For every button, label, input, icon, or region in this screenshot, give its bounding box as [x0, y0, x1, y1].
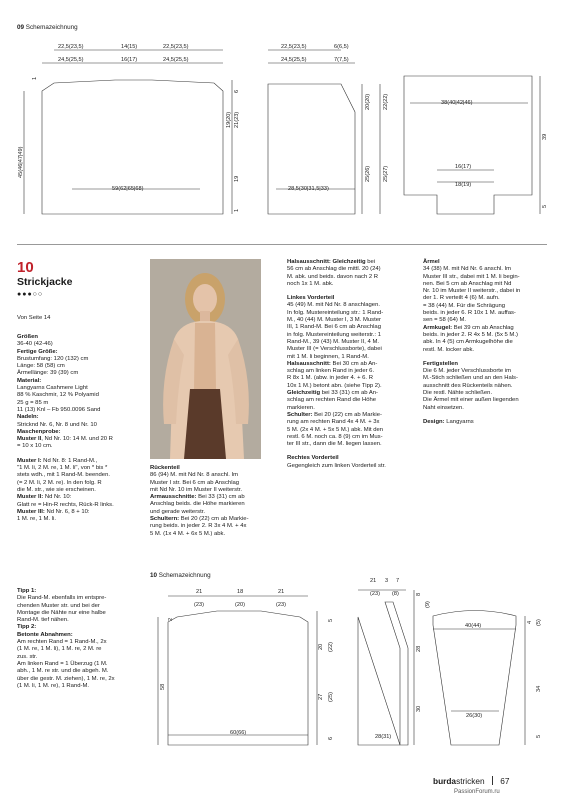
b-back-right-dim-3: 5	[328, 618, 334, 622]
text-line-body: 10x 1 M.) betont abn. (siehe Tipp 2).	[287, 382, 382, 389]
back-left-small: 1	[32, 76, 38, 80]
text-line-body: Naht einsetzen.	[423, 404, 464, 411]
front-right-dim-1: 20(20)	[365, 93, 371, 110]
b-front-right-dim-2: (9)	[425, 601, 431, 608]
text-line-body: Die 6 M. jeder Verschlussborte im	[423, 368, 512, 375]
text-line-bold: Armausschnitte:	[150, 494, 197, 501]
text-line-body: Länge: 58 (58) cm	[17, 363, 65, 370]
text-line-body: Bei 20 (22) cm ab Markie-	[312, 411, 382, 418]
back-top-dim-3: 22,5(23,5)	[163, 44, 189, 50]
front-top-dim-2: 6(6,5)	[334, 44, 349, 50]
b-front-top-dim-3: 7	[396, 578, 400, 584]
text-line-body: Gegengleich zum linken Vorderteil str.	[287, 462, 386, 469]
text-line-body: Nr. 10 im Muster II weiterstr., dabei in	[423, 288, 521, 295]
text-line-body: bei	[365, 259, 376, 265]
text-line-bold: Nadeln:	[17, 414, 39, 421]
text-line-body: schlag am linken Rand in jeder 6.	[287, 368, 375, 375]
text-line-bold: Gleichzeitig	[287, 390, 321, 397]
b-back-left-dim-1: 2	[168, 617, 174, 621]
text-line-body: 86 (94) M. mit Nd Nr. 8 anschl. Im	[150, 472, 239, 479]
footer-separator	[492, 776, 493, 785]
text-line-bold: Schultern:	[150, 516, 180, 523]
b-back-right-dim-1: 20	[318, 643, 324, 650]
text-line-bold: Größen	[17, 334, 38, 340]
schema-label: Schemazeichnung	[25, 24, 78, 31]
text-line-bold: Material:	[17, 377, 42, 384]
b-back-right-dim-4: 27	[318, 693, 324, 700]
text-line-bold: Fertige Größe:	[17, 348, 58, 355]
sleeve-mid-dim-1: 16(17)	[455, 164, 472, 170]
text-line-body: "1 M. li, 2 M. re, 1 M. li", von * bis *	[17, 465, 108, 472]
text-line-body: rung beids. in jeder 2. R 3x 4 M. + 4x	[150, 523, 247, 530]
footer	[433, 776, 510, 786]
b-back-top-dim2-2: (20)	[235, 602, 245, 608]
text-line-body: Die Rand-M. ebenfalls im entspre-	[17, 595, 107, 602]
text-line-body: 25 g = 85 m	[17, 399, 49, 406]
text-line-body: schlag am rechten Rand die Höhe	[287, 397, 377, 404]
text-line-body: Am linken Rand = 1 Überzug (1 M.	[17, 660, 108, 667]
text-line-body: Nd Nr. 8: 1 Rand-M.,	[41, 457, 98, 464]
text-line-body: restl. M. locker abk.	[423, 346, 475, 353]
page-number: 67	[500, 776, 510, 786]
text-line-body: Langyarns Cashmere Light	[17, 385, 88, 392]
text-line-body: Am rechten Rand = 1 Rand-M., 2x	[17, 639, 107, 646]
b-front-right-dim-1: 8	[416, 592, 422, 596]
text-line-bold: Rückenteil	[150, 465, 180, 471]
text-line-body: R 8x 1 M. (abw. in jeder 4. + 6. R	[287, 375, 373, 382]
text-line-bold: Muster III:	[17, 508, 45, 515]
text-line-body: = 38 (44) M. Für die Schrägung	[423, 302, 506, 309]
text-line-body: Rand-M., 39 (43) M. Muster II, 4 M.	[287, 338, 379, 345]
text-line-body: bei 33 (31) cm ab An-	[320, 390, 379, 397]
b-front-right-dim-4: 30	[416, 705, 422, 712]
sleeve-right-dim-1: 39	[542, 133, 548, 140]
back-top-dim-1: 22,5(23,5)	[58, 44, 84, 50]
front-right-dim-3: 25(26)	[365, 165, 371, 182]
front-top-dim-1: 22,5(23,5)	[281, 44, 307, 50]
b-back-top-dim-2: 18	[237, 589, 244, 595]
back-left-dim: 45(46|47|49)	[18, 146, 24, 178]
b-back-top-dim2-1: (23)	[194, 602, 204, 608]
text-line-body: abk. In 4 (5) cm Armkugelhöhe die	[423, 339, 513, 346]
text-line-body: und gerade weiterstr.	[150, 508, 206, 515]
back-right-dim-1: 6	[234, 89, 240, 93]
sleeve-top-dim: 38(40|42|46)	[441, 100, 473, 106]
b-back-right-dim-5: (25)	[328, 692, 334, 702]
text-line-body: beids. in jeder 6. R 10x 1 M. auffas-	[423, 310, 516, 317]
text-line-body: Muster III (= Verschlussborte), dabei	[287, 346, 382, 353]
schema-label: Schemazeichnung	[158, 572, 211, 579]
b-back-right-dim-6: 6	[328, 736, 334, 740]
text-line-body: Muster I str. Bei 6 cm ab Anschlag	[150, 479, 240, 486]
front-right-dim-2: 22(22)	[383, 93, 389, 110]
text-line-body: 36-40 (42-46)	[17, 341, 53, 348]
b-sleeve-right-dim-3: 34	[536, 685, 542, 692]
text-line-body: beids. in jeder 2. R 4x 5 M. (5x 5 M.)	[423, 331, 518, 338]
schema-number: 10	[150, 572, 158, 579]
back-second-dim-2: 16(17)	[121, 57, 138, 63]
text-line-body: 1 M. re, 1 M. li.	[17, 516, 56, 523]
text-line-bold: Muster I:	[17, 457, 42, 464]
text-line-body: Montage die Nähte nur eine halbe	[17, 609, 106, 616]
text-line-bold: Tipp 2:	[17, 624, 37, 631]
front-right-dim-4: 25(27)	[383, 165, 389, 182]
article-title: Strickjacke	[17, 276, 73, 288]
b-back-top-dim-3: 21	[278, 589, 285, 595]
text-line-body: zus. str.	[17, 653, 38, 660]
text-line-body: (1 M. li, 1 M. re), 1 Rand-M.	[17, 682, 90, 689]
back-right-dim-3: 19(20)	[226, 111, 232, 128]
text-line-body: in folg. Mustereinteilung weiterstr.: 1	[287, 331, 381, 338]
text-line-bold: Tipp 1:	[17, 588, 37, 594]
b-sleeve-bottom-dim: 26(30)	[466, 713, 483, 719]
b-front-top-dim2-2: (8)	[392, 591, 399, 597]
text-line-body: (= 2 M. li, 2 M. re). In den folg. R	[17, 479, 102, 486]
text-line-bold: Betonte Abnahmen:	[17, 631, 73, 638]
watermark: PassionForum.ru	[454, 789, 500, 795]
sleeve-right-dim-2: 5	[542, 204, 548, 208]
text-line-bold: Design:	[423, 418, 445, 425]
text-line-body: M. abk. und beids. davon nach 2 R	[287, 273, 379, 280]
text-line-body: markieren.	[287, 404, 315, 411]
text-line-body: M., 40 (44) M. Muster I, 3 M. Muster	[287, 317, 381, 324]
text-line-body: Brustumfang: 120 (132) cm	[17, 355, 89, 362]
text-line-body: 5 M. (1x 4 M. + 6x 5 M.) abk.	[150, 530, 226, 537]
text-line-bold: Halsausschnitt: Gleichzeitig	[287, 259, 366, 265]
text-line-body: Bei 39 cm ab Anschlag	[452, 324, 514, 331]
text-line-body: Nd Nr. 6, 8 + 10:	[44, 508, 90, 515]
text-line-body: ausschnitt des Rückenteils nähen.	[423, 382, 513, 389]
b-front-top-dim-2: 3	[385, 578, 389, 584]
text-line-bold: Armkugel:	[423, 324, 453, 331]
difficulty-dots: ●●●○○	[17, 291, 44, 298]
text-line-body: stets wdh., mit 1 Rand-M. beenden.	[17, 472, 110, 479]
text-line-body: 88 % Kaschmir, 12 % Polyamid	[17, 392, 99, 399]
b-sleeve-top-dim: 40(44)	[465, 623, 482, 629]
b-sleeve-right-dim-1: 4	[527, 620, 533, 624]
text-line-body: mit 1 M. li beginnen, 1 Rand-M.	[287, 353, 369, 360]
text-line-body: Nd Nr. 10:	[43, 494, 72, 501]
text-line-body: mit Nd Nr. 10 im Muster II weiterstr.	[150, 486, 242, 493]
footer-brand-bold: burda	[433, 776, 457, 786]
text-line-body: Bei 30 cm ab An-	[330, 360, 378, 367]
text-line-body: nen. Bei 5 cm ab Anschlag mit Nd	[423, 280, 512, 287]
b-front-top-dim2-1: (23)	[370, 591, 380, 597]
text-line-body: Langyarns	[444, 418, 474, 425]
text-line-body: chenden Muster str. und bei der	[17, 602, 100, 609]
back-right-dim-5: 1	[234, 208, 240, 212]
text-line-body: Bei 20 (22) cm ab Markie-	[179, 516, 249, 523]
text-line-body: rung am rechten Rand 4x 4 M. + 3x	[287, 419, 380, 426]
back-right-dim-4: 19	[234, 175, 240, 182]
b-back-bottom-dim: 60(66)	[230, 730, 247, 736]
b-back-top-dim-1: 21	[196, 589, 203, 595]
back-bottom-dim: 59(62|65|68)	[112, 186, 144, 192]
schema-number: 09	[17, 24, 25, 31]
text-line-bold: Halsausschnitt:	[287, 360, 331, 367]
front-second-dim-2: 7(7,5)	[334, 57, 349, 63]
b-back-top-dim2-3: (23)	[276, 602, 286, 608]
sleeve-mid-dim-2: 18(19)	[455, 182, 472, 188]
text-line-body: 34 (38) M. mit Nd Nr. 6 anschl. Im	[423, 266, 512, 273]
text-line-body: Anschlag beids. die Höhe markieren	[150, 501, 245, 508]
back-second-dim-3: 24,5(25,5)	[163, 57, 189, 63]
text-line-bold: Ärmel	[423, 259, 440, 265]
b-front-bottom-dim: 28(31)	[375, 734, 392, 740]
text-line-body: = 10 x 10 cm.	[17, 443, 53, 450]
text-line-body: sen = 58 (64) M.	[423, 317, 467, 324]
text-line-body: die M. str., wie sie erscheinen.	[17, 486, 96, 493]
text-line-body: ter III str., dann die M. liegen lassen.	[287, 441, 382, 448]
text-line-bold: Muster II:	[17, 494, 44, 501]
text-line-body: In folg. Mustereinteilung str.: 1 Rand-	[287, 309, 384, 316]
text-line-bold: Fertigstellen	[423, 360, 459, 367]
article-number: 10	[17, 259, 34, 276]
text-line-body: Muster III str., dabei mit 1 M. li begin-	[423, 273, 520, 280]
text-line-bold: Rechtes Vorderteil	[287, 455, 339, 462]
text-line-body: 11 (13) Knl – Fb 950.0096 Sand	[17, 406, 101, 413]
text-line-body: Glatt re = Hin-R rechts, Rück-R links.	[17, 501, 114, 508]
footer-brand-light: stricken	[456, 776, 485, 786]
front-bottom-dim: 28,5(30|31,5|33)	[288, 186, 329, 192]
text-line-body: 5 M. (2x 4 M. + 5x 5 M.) abk. Mit den	[287, 426, 384, 433]
text-line-body: Bei 33 (31) cm ab	[196, 494, 245, 501]
text-line-body: 56 cm ab Anschlag die mittl. 20 (24)	[287, 266, 381, 273]
back-top-dim-2: 14(15)	[121, 44, 138, 50]
b-front-top-dim-1: 21	[370, 578, 377, 584]
text-line-body: 45 (49) M. mit Nd Nr. 8 anschlagen.	[287, 302, 380, 309]
b-sleeve-right-dim-2: (5)	[536, 619, 542, 626]
text-line-body: der 1. R verteilt 4 (6) M. aufn.	[423, 295, 500, 302]
text-line-body: Rand-M. tief nähen.	[17, 617, 69, 624]
text-line-body: Die Ärmel mit einer außen liegenden	[423, 397, 519, 404]
text-line-body: Die restl. Nähte schließen.	[423, 390, 493, 397]
text-line-bold: Schulter:	[287, 411, 313, 418]
text-line-body: Ärmellänge: 39 (39) cm	[17, 370, 79, 377]
b-back-left-dim-2: 58	[160, 683, 166, 690]
text-line-body: M.-Stich schließen und an den Hals-	[423, 375, 518, 382]
text-line-body: Stricknd Nr. 6, Nr. 8 und Nr. 10	[17, 421, 97, 428]
text-line-body: (1 M. re, 1 M. li), 1 M. re, 2 M. re	[17, 646, 102, 653]
b-sleeve-right-dim-4: 5	[536, 734, 542, 738]
text-line-body: , Nd Nr. 10: 14 M. und 20 R	[41, 436, 113, 443]
text-line-body: abh., 1 M. re str. und die abgeh. M.	[17, 668, 109, 675]
b-back-right-dim-2: (22)	[328, 642, 334, 652]
back-right-dim-2: 21(23)	[234, 111, 240, 128]
text-line-body: noch 1x 1 M. abk.	[287, 280, 334, 287]
text-line-bold: Maschenprobe:	[17, 428, 61, 435]
from-page: Von Seite 14	[17, 315, 51, 321]
back-second-dim-1: 24,5(25,5)	[58, 57, 84, 63]
text-line-body: III, 1 Rand-M. Bei 6 cm ab Anschlag	[287, 324, 381, 331]
text-line-body: restl. 6 M. noch ca. 8 (9) cm im Mus-	[287, 433, 383, 440]
text-line-bold: Linkes Vorderteil	[287, 295, 335, 302]
text-line-body: über die gestr. M. ziehen), 1 M. re, 2x	[17, 675, 115, 682]
front-second-dim-1: 24,5(25,5)	[281, 57, 307, 63]
text-line-bold: Muster II	[17, 436, 42, 443]
b-front-right-dim-3: 28	[416, 645, 422, 652]
